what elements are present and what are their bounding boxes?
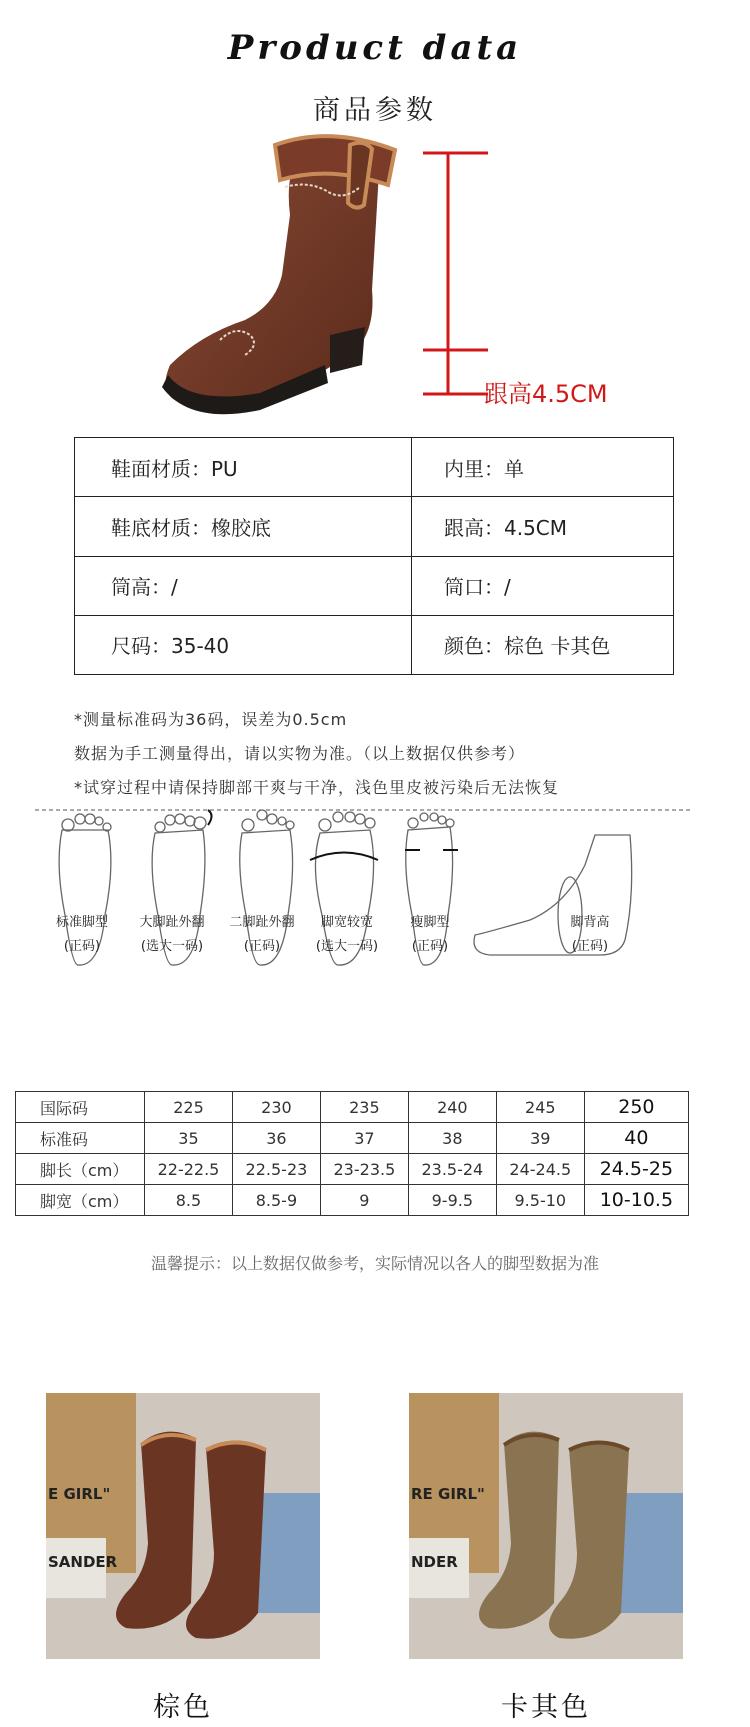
foot-label-standard: 标准脚型 bbox=[55, 915, 108, 930]
foot-advice-bunion: (选大一码) bbox=[140, 939, 204, 954]
table-cell: 9.5-10 bbox=[496, 1185, 584, 1216]
foot-label-second-toe: 二脚趾外翻 bbox=[229, 915, 295, 930]
table-cell: 8.5 bbox=[145, 1185, 233, 1216]
heel-height-marker bbox=[418, 150, 488, 398]
table-cell: 35 bbox=[145, 1123, 233, 1154]
table-row-label: 脚宽（cm） bbox=[16, 1185, 145, 1216]
foot-label-wide: 脚宽较宽 bbox=[320, 915, 373, 930]
table-cell: 240 bbox=[408, 1092, 496, 1123]
foot-advice-narrow: (正码) bbox=[411, 939, 449, 954]
param-shaft-height: 筒高：/ bbox=[75, 556, 412, 615]
param-heel-height: 跟高：4.5CM bbox=[412, 497, 674, 556]
table-row bbox=[16, 1092, 689, 1123]
table-row-label: 脚长（cm） bbox=[16, 1154, 145, 1185]
table-cell: 23.5-24 bbox=[408, 1154, 496, 1185]
param-shaft-opening: 筒口：/ bbox=[412, 556, 674, 615]
bag-print-text: E GIRL" bbox=[48, 1485, 111, 1503]
param-upper-material: 鞋面材质：PU bbox=[75, 438, 412, 497]
box-print-text: SANDER bbox=[48, 1553, 118, 1571]
table-cell: 230 bbox=[232, 1092, 320, 1123]
size-chart-table bbox=[15, 1091, 689, 1216]
table-row bbox=[16, 1154, 689, 1185]
note-manual-measure: 数据为手工测量得出，请以实物为准。（以上数据仅供参考） bbox=[74, 744, 526, 763]
note-try-on-care: *试穿过程中请保持脚部干爽与干净，浅色里皮被污染后无法恢复 bbox=[74, 778, 560, 797]
table-cell: 9-9.5 bbox=[408, 1185, 496, 1216]
box-print-text: NDER bbox=[411, 1553, 458, 1571]
table-cell: 24-24.5 bbox=[496, 1154, 584, 1185]
color-label-khaki: 卡其色 bbox=[501, 1692, 591, 1723]
table-cell: 36 bbox=[232, 1123, 320, 1154]
params-row bbox=[75, 615, 674, 674]
table-cell: 40 bbox=[584, 1123, 688, 1154]
heel-height-label: 跟高4.5CM bbox=[484, 380, 608, 408]
table-row bbox=[16, 1185, 689, 1216]
title-en: Product data bbox=[227, 28, 523, 68]
table-cell: 24.5-25 bbox=[584, 1154, 688, 1185]
photo-brown bbox=[46, 1393, 320, 1659]
foot-advice-second-toe: (正码) bbox=[243, 939, 281, 954]
table-cell: 22.5-23 bbox=[232, 1154, 320, 1185]
brown-boots-image bbox=[46, 1393, 320, 1659]
table-cell: 38 bbox=[408, 1123, 496, 1154]
table-cell: 22-22.5 bbox=[145, 1154, 233, 1185]
table-cell: 9 bbox=[320, 1185, 408, 1216]
boot-hero-image bbox=[150, 125, 410, 420]
foot-label-narrow: 瘦脚型 bbox=[410, 915, 450, 930]
foot-advice-high-instep: (正码) bbox=[571, 939, 609, 954]
note-measure-standard: *测量标准码为36码，误差为0.5cm bbox=[74, 710, 348, 729]
params-row bbox=[75, 438, 674, 497]
khaki-boots-image bbox=[409, 1393, 683, 1659]
photo-khaki bbox=[409, 1393, 683, 1659]
product-params-table bbox=[74, 437, 674, 675]
table-cell: 235 bbox=[320, 1092, 408, 1123]
table-cell: 250 bbox=[584, 1092, 688, 1123]
table-cell: 245 bbox=[496, 1092, 584, 1123]
param-color: 颜色：棕色 卡其色 bbox=[412, 615, 674, 674]
table-row bbox=[16, 1123, 689, 1154]
table-cell: 37 bbox=[320, 1123, 408, 1154]
param-lining: 内里：单 bbox=[412, 438, 674, 497]
table-cell: 225 bbox=[145, 1092, 233, 1123]
foot-label-bunion: 大脚趾外翻 bbox=[139, 915, 205, 930]
foot-label-high-instep: 脚背高 bbox=[570, 915, 610, 930]
params-row bbox=[75, 497, 674, 556]
table-row-label: 标准码 bbox=[16, 1123, 145, 1154]
foot-advice-wide: (选大一码) bbox=[315, 939, 379, 954]
param-size: 尺码：35-40 bbox=[75, 615, 412, 674]
warm-tip: 温馨提示：以上数据仅做参考，实际情况以各人的脚型数据为准 bbox=[150, 1254, 599, 1273]
title-cn: 商品参数 bbox=[313, 95, 437, 126]
table-cell: 8.5-9 bbox=[232, 1185, 320, 1216]
table-cell: 23-23.5 bbox=[320, 1154, 408, 1185]
foot-advice-standard: (正码) bbox=[63, 939, 101, 954]
params-row bbox=[75, 556, 674, 615]
table-cell: 10-10.5 bbox=[584, 1185, 688, 1216]
param-sole-material: 鞋底材质：橡胶底 bbox=[75, 497, 412, 556]
table-row-label: 国际码 bbox=[16, 1092, 145, 1123]
color-label-brown: 棕色 bbox=[153, 1692, 213, 1723]
table-cell: 39 bbox=[496, 1123, 584, 1154]
bag-print-text: RE GIRL" bbox=[411, 1485, 485, 1503]
